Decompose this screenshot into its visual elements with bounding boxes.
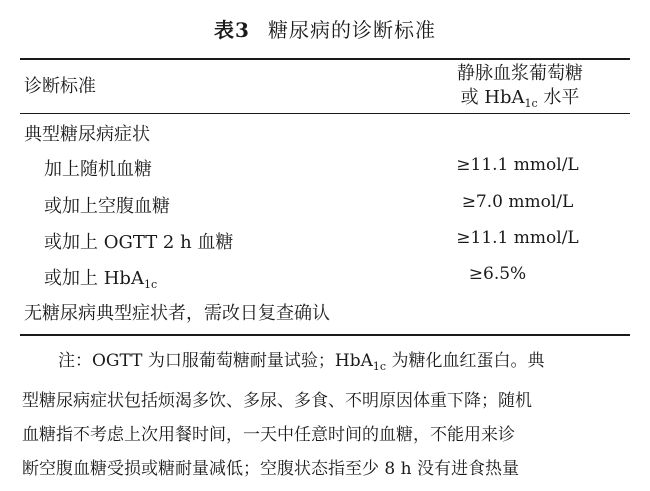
table-row	[0, 228, 650, 258]
note-subscript: 1c	[372, 360, 387, 373]
note-line: 型糖尿病症状包括烦渴多饮、多尿、多食、不明原因体重下降；随机	[22, 391, 532, 411]
row-label: 或加上 OGTT 2 h 血糖	[44, 232, 234, 253]
row-label-subscript: 1c	[143, 278, 158, 291]
row-label-text: 或加上 HbA	[44, 268, 144, 289]
table-top-rule	[20, 58, 630, 60]
header-criteria: 诊断标准	[24, 76, 96, 97]
table-row	[0, 120, 650, 150]
row-value: ≥11.1 mmol/L	[456, 155, 579, 175]
row-label: 加上随机血糖	[44, 159, 152, 180]
header-glucose-line1: 静脉血浆葡萄糖	[457, 63, 583, 84]
header-glucose-line2	[420, 86, 620, 116]
header-hba-text: 或 HbA	[460, 87, 525, 108]
table-row	[0, 299, 650, 329]
table-note	[22, 344, 630, 486]
row-label	[44, 264, 157, 291]
note-line: 断空腹血糖受损或糖耐量减低；空腹状态指至少 8 h 没有进食热量	[22, 459, 519, 479]
table-bottom-rule	[20, 334, 630, 336]
header-glucose	[420, 62, 620, 116]
table-row	[0, 155, 650, 185]
row-value: ≥7.0 mmol/L	[461, 192, 574, 212]
header-level-text: 水平	[537, 87, 580, 108]
note-line	[22, 344, 630, 384]
table-title	[0, 14, 650, 43]
row-value: ≥6.5%	[468, 264, 527, 284]
row-label: 无糖尿病典型症状者，需改日复查确认	[24, 303, 330, 324]
table-number: 表3	[214, 18, 250, 42]
note-line: 血糖指不考虑上次用餐时间，一天中任意时间的血糖，不能用来诊	[22, 425, 515, 445]
row-label: 或加上空腹血糖	[44, 196, 170, 217]
note-text: 注：OGTT 为口服葡萄糖耐量试验；HbA	[58, 351, 373, 371]
table-row	[0, 192, 650, 222]
header-hba-subscript: 1c	[524, 97, 538, 110]
row-value: ≥11.1 mmol/L	[456, 228, 579, 248]
note-text: 为糖化血红蛋白。典	[386, 351, 545, 371]
table-header-rule	[20, 113, 630, 114]
row-label: 典型糖尿病症状	[24, 124, 150, 145]
table-caption: 糖尿病的诊断标准	[267, 18, 436, 42]
table-row	[0, 264, 650, 294]
